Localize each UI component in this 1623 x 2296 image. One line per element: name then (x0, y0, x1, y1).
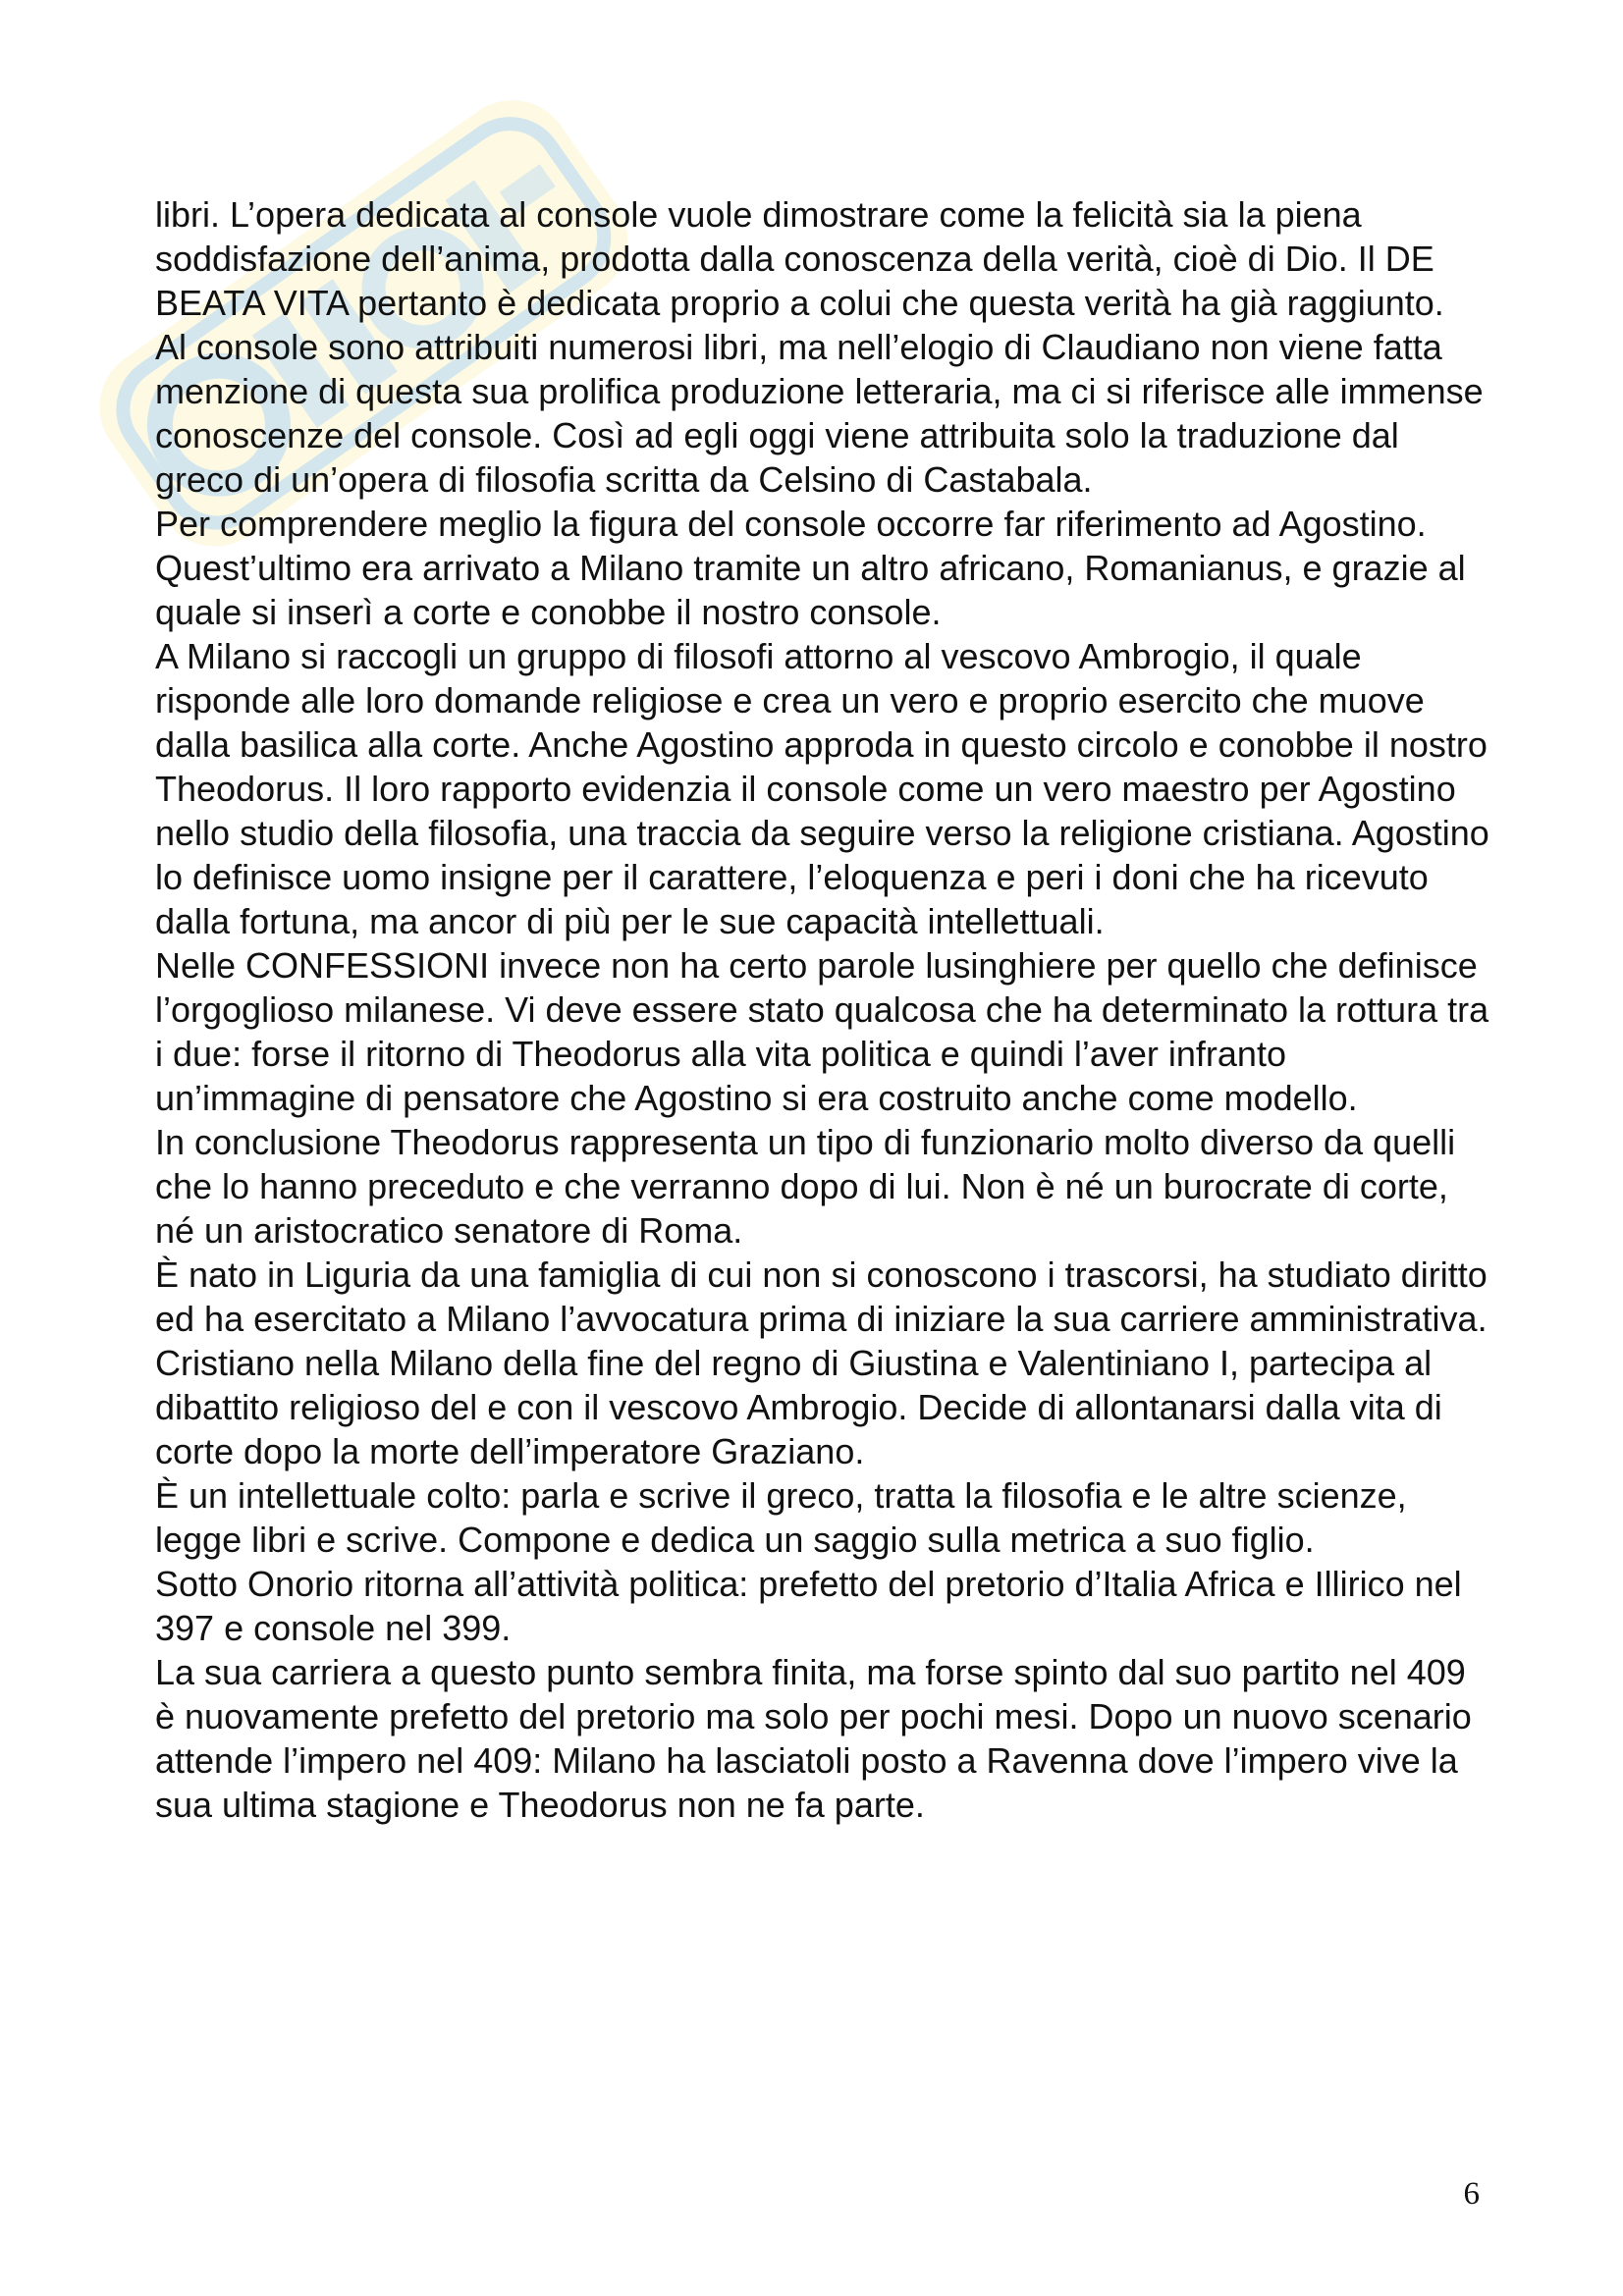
paragraph-4: A Milano si raccogli un gruppo di filosofi attorno al vescovo Ambrogio, il quale risponde alle loro domande religiose e crea un vero e proprio esercito che muove dalla basilica alla corte. Anche Agostino approda in questo circolo e conobbe il nostro Theodorus. Il loro rapporto evidenzia il console come un vero maestro per Agostino nello studio della filosofia, una traccia da seguire verso la religione cristiana. Agostino lo definisce uomo insigne per il carattere, l’eloquenza e peri i doni che ha ricevuto dalla fortuna, ma ancor di più per le sue capacità intellettuali. (155, 636, 1489, 941)
document-body (155, 192, 1490, 1827)
paragraph-1: libri. L’opera dedicata al console vuole dimostrare come la felicità sia la piena soddisfazione dell’anima, prodotta dalla conoscenza della verità, cioè di Dio. Il DE BEATA VITA pertanto è dedicata proprio a colui che questa verità ha già raggiunto. (155, 194, 1444, 323)
paragraph-9: Sotto Onorio ritorna all’attività politica: prefetto del pretorio d’Italia Africa e Illirico nel 397 e console nel 399. (155, 1564, 1462, 1648)
paragraph-8: È un intellettuale colto: parla e scrive il greco, tratta la filosofia e le altre scienze, legge libri e scrive. Compone e dedica un saggio sulla metrica a suo figlio. (155, 1475, 1407, 1560)
paragraph-5: Nelle CONFESSIONI invece non ha certo parole lusinghiere per quello che definisce l’orgoglioso milanese. Vi deve essere stato qualcosa che ha determinato la rottura tra i due: forse il ritorno di Theodorus alla vita politica e quindi l’aver infranto un’immagine di pensatore che Agostino si era costruito anche come modello. (155, 945, 1489, 1118)
paragraph-2: Al console sono attribuiti numerosi libri, ma nell’elogio di Claudiano non viene fatta menzione di questa sua prolifica produzione letteraria, ma ci si riferisce alle immense conoscenze del console. Così ad egli oggi viene attribuita solo la traduzione dal greco di un’opera di filosofia scritta da Celsino di Castabala. (155, 327, 1484, 500)
paragraph-3: Per comprendere meglio la figura del console occorre far riferimento ad Agostino. Quest’ultimo era arrivato a Milano tramite un altro africano, Romanianus, e grazie al quale si inserì a corte e conobbe il nostro console. (155, 504, 1466, 632)
paragraph-10: La sua carriera a questo punto sembra finita, ma forse spinto dal suo partito nel 409 è nuovamente prefetto del pretorio ma solo per pochi mesi. Dopo un nuovo scenario attende l’impero nel 409: Milano ha lasciatoli posto a Ravenna dove l’impero vive la sua ultima stagione e Theodorus non ne fa parte. (155, 1652, 1472, 1825)
page-number: 6 (1463, 2176, 1480, 2212)
paragraph-7: È nato in Liguria da una famiglia di cui non si conoscono i trascorsi, ha studiato diritto ed ha esercitato a Milano l’avvocatura prima di iniziare la sua carriere amministrativa. Cristiano nella Milano della fine del regno di Giustina e Valentiniano I, partecipa al dibattito religioso del e con il vescovo Ambrogio. Decide di allontanarsi dalla vita di corte dopo la morte dell’imperatore Graziano. (155, 1255, 1488, 1471)
paragraph-6: In conclusione Theodorus rappresenta un tipo di funzionario molto diverso da quelli che lo hanno preceduto e che verranno dopo di lui. Non è né un burocrate di corte, né un aristocratico senatore di Roma. (155, 1122, 1456, 1251)
